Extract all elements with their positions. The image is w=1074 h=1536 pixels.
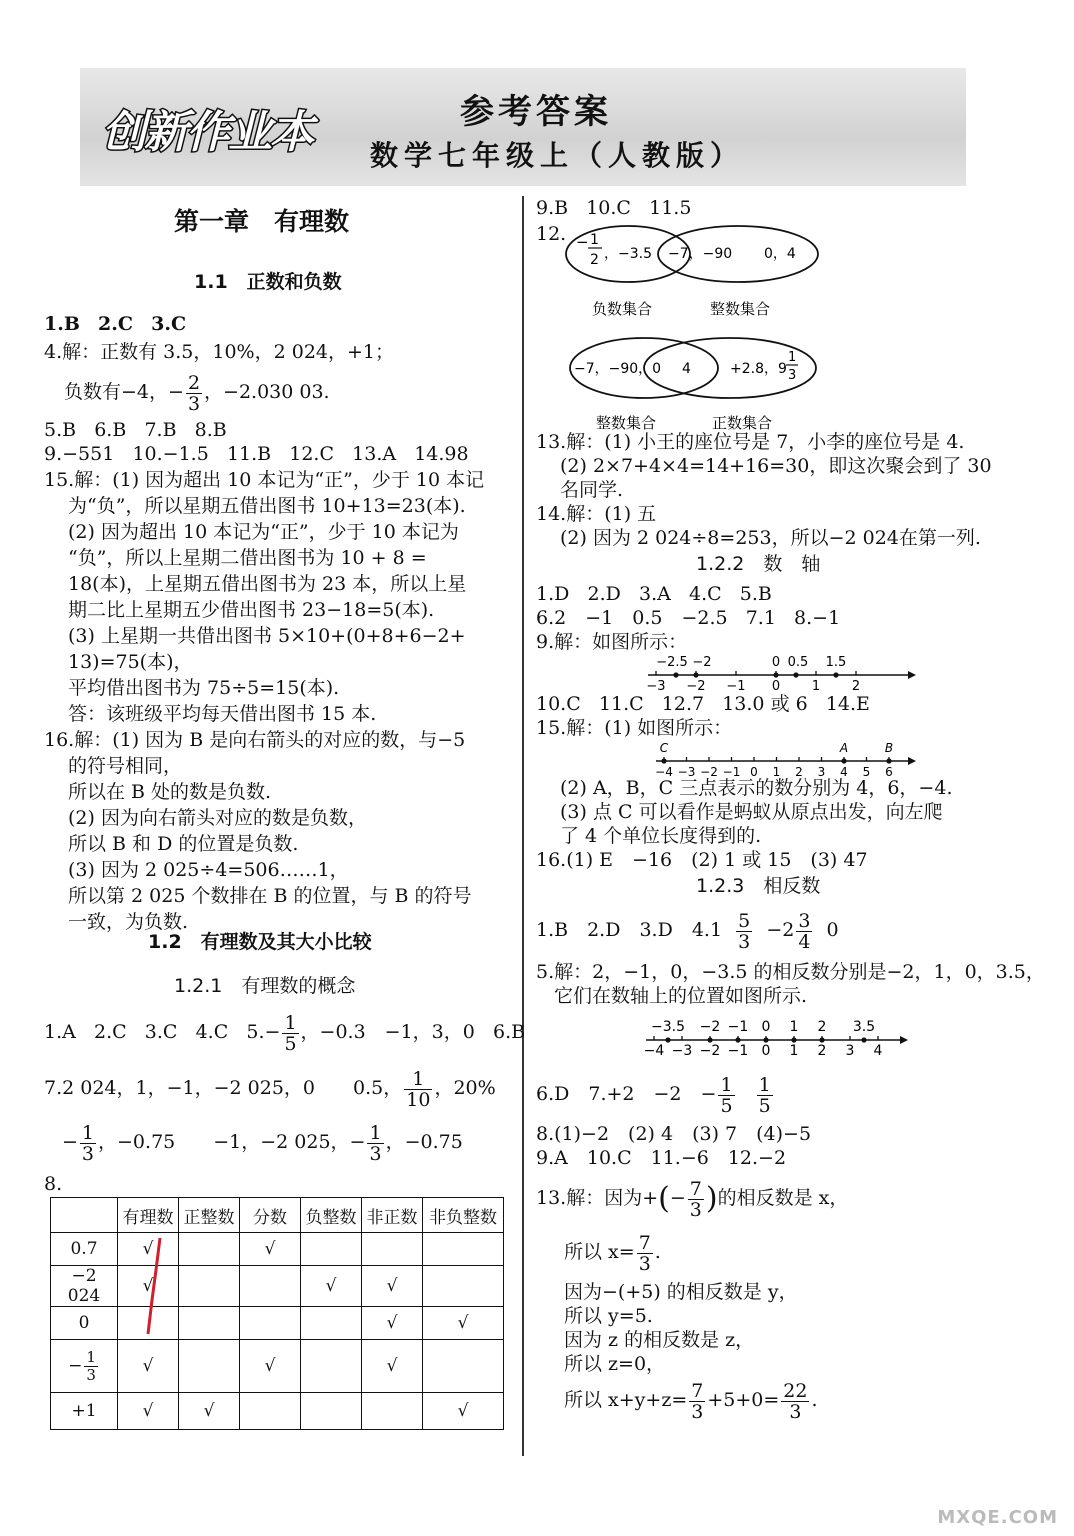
- point-label: 0: [761, 1019, 771, 1035]
- answer-line: 6.2 −1 0.5 −2.5 7.1 8.−1: [536, 607, 841, 629]
- table-cell: √: [362, 1266, 423, 1307]
- table-header-cell: 负整数: [301, 1198, 362, 1233]
- table-header-cell: 正整数: [179, 1198, 240, 1233]
- answer-line: 9.A 10.C 11.−6 12.−2: [536, 1147, 787, 1169]
- answer-line: 因为 z 的相反数是 z，: [564, 1329, 755, 1351]
- point-label: −2: [692, 655, 712, 670]
- point-marker: [819, 1037, 824, 1042]
- venn-text: 2: [590, 252, 599, 268]
- answer-line: 15.解：(1) 因为超出 10 本记为“正”，少于 10 本记: [44, 469, 485, 491]
- table-header-cell: [51, 1198, 118, 1233]
- tick-label: −4: [643, 1043, 665, 1059]
- point-label: 1: [789, 1019, 799, 1035]
- tick-label: 5: [862, 765, 871, 779]
- answer-line: 13.解：(1) 小王的座位号是 7，小李的座位号是 4.: [536, 431, 965, 453]
- point-marker: [886, 758, 891, 763]
- table-cell: √: [362, 1307, 423, 1340]
- table-cell: √: [423, 1393, 504, 1430]
- tick-label: −3: [677, 765, 696, 779]
- tick-label: 3: [817, 765, 826, 779]
- venn-text: ，−3.5: [604, 246, 652, 262]
- point-label: A: [839, 741, 849, 755]
- venn-text: 0，4: [764, 246, 796, 262]
- answer-line: 12.: [536, 223, 567, 245]
- tick-label: 4: [873, 1043, 883, 1059]
- point-label: C: [659, 741, 669, 755]
- axis-arrow: [900, 1036, 908, 1044]
- point-marker: [661, 758, 666, 763]
- table-cell: √: [179, 1393, 240, 1430]
- table-cell: [240, 1266, 301, 1307]
- answer-line: 所以 B 和 D 的位置是负数.: [68, 833, 299, 855]
- table-cell: [179, 1233, 240, 1266]
- table-cell: [301, 1233, 362, 1266]
- answer-line: 6.D 7.+2 −2 − $\frac{1}{5}$ $\frac{1}{5}$: [536, 1073, 771, 1117]
- answer-line: 1.D 2.D 3.A 4.C 5.B: [536, 583, 772, 605]
- table-cell: [179, 1340, 240, 1393]
- section-title: 1.1 正数和负数: [194, 271, 342, 293]
- watermark: MXQE.COM: [937, 1507, 1058, 1528]
- tick-label: 2: [817, 1043, 827, 1059]
- answer-line: 1.B 2.C 3.C: [44, 313, 187, 335]
- row-label: +1: [51, 1393, 118, 1430]
- answer-line: (3) 点 C 可以看作是蚂蚁从原点出发，向左爬: [560, 801, 943, 823]
- answer-line: 1.A 2.C 3.C 4.C 5.− $\frac{1}{5}$ ，−0.3 −1，3，0 6.B: [44, 1011, 526, 1055]
- subsection-title: 1.2.1 有理数的概念: [174, 975, 356, 997]
- tick-label: 2: [851, 679, 861, 694]
- venn-text: +2.8，9: [730, 361, 787, 377]
- table-cell: √: [362, 1340, 423, 1393]
- point-marker: [793, 672, 798, 677]
- venn-label: 负数集合: [592, 300, 653, 318]
- row-label: − $\frac{1}{3}$: [51, 1340, 118, 1393]
- row-label: 0.7: [51, 1233, 118, 1266]
- answer-line: 为“负”，所以星期五借出图书 10+13=23(本).: [68, 495, 466, 517]
- answer-line: (2) 因为向右箭头对应的数是负数，: [68, 807, 367, 829]
- answer-line: (2) 因为 2 024÷8=253，所以−2 024在第一列.: [560, 527, 981, 549]
- venn-diagram-1: [560, 224, 820, 324]
- red-correction-mark: [142, 1230, 172, 1340]
- table-cell: [240, 1307, 301, 1340]
- tick-label: 3: [845, 1043, 855, 1059]
- point-label: 0: [771, 655, 781, 670]
- answer-line: − $\frac{1}{3}$ ，−0.75 −1，−2 025，− $\frac{1}{3}$ ，−0.75: [62, 1121, 463, 1165]
- answer-line: 16.解：(1) 因为 B 是向右箭头的对应的数，与−5: [44, 729, 466, 751]
- venn-text: 3: [788, 368, 797, 383]
- point-marker: [707, 1037, 712, 1042]
- table-cell: √: [118, 1340, 179, 1393]
- table-row: [51, 1393, 504, 1430]
- answer-line: 7.2 024，1，−1，−2 025，0 0.5， $\frac{1}{10}$ ，20%: [44, 1067, 496, 1111]
- answer-line: 了 4 个单位长度得到的.: [560, 825, 762, 847]
- answer-line: 期二比上星期五少借出图书 23−18=5(本).: [68, 599, 435, 621]
- point-marker: [833, 672, 838, 677]
- header-banner: [80, 68, 966, 186]
- tick-label: 0: [771, 679, 781, 694]
- tick-label: 2: [795, 765, 803, 779]
- answer-line: 平均借出图书为 75÷5=15(本).: [68, 677, 340, 699]
- point-label: −2: [699, 1019, 721, 1035]
- point-marker: [841, 758, 846, 763]
- point-marker: [735, 1037, 740, 1042]
- answer-line: 8.(1)−2 (2) 4 (3) 7 (4)−5: [536, 1123, 812, 1145]
- tick-label: 6: [885, 765, 893, 779]
- answer-line: 负数有−4，− $\frac{2}{3}$ ，−2.030 03.: [64, 371, 330, 415]
- row-label: −2 024: [51, 1266, 118, 1307]
- answer-line: 1.B 2.D 3.D 4.1 $\frac{5}{3}$ −2 $\frac{3}{4}$ 0: [536, 909, 839, 953]
- point-marker: [665, 1037, 670, 1042]
- answer-line: 4.解：正数有 3.5，10%，2 024，+1；: [44, 341, 395, 363]
- answer-line: “负”，所以上星期二借出图书为 10 + 8 =: [68, 547, 427, 569]
- page-title: 参考答案: [460, 92, 612, 132]
- table-cell: √: [240, 1340, 301, 1393]
- answer-line: 名同学.: [560, 479, 624, 501]
- table-cell: [423, 1266, 504, 1307]
- answer-line: 15.解：(1) 如图所示：: [536, 717, 733, 739]
- table-cell: [423, 1340, 504, 1393]
- table-cell: [179, 1266, 240, 1307]
- answer-line: 所以 x= $\frac{7}{3}$ .: [564, 1231, 661, 1275]
- number-line-1: [646, 648, 916, 694]
- answer-line: 它们在数轴上的位置如图所示.: [554, 985, 808, 1007]
- answer-line: 的符号相同，: [68, 755, 183, 777]
- table-row: [51, 1233, 504, 1266]
- table-header-cell: 非负整数: [423, 1198, 504, 1233]
- venn-text: −: [576, 233, 589, 251]
- venn-label: 整数集合: [710, 300, 771, 318]
- tick-label: −2: [699, 1043, 721, 1059]
- answer-line: 13)=75(本)，: [68, 651, 193, 673]
- table-cell: [362, 1233, 423, 1266]
- table-cell: √: [118, 1233, 179, 1266]
- red-pen-stroke: [148, 1238, 160, 1334]
- number-line-3: [642, 1008, 910, 1066]
- table-cell: [423, 1233, 504, 1266]
- table-cell: [362, 1393, 423, 1430]
- venn-label: 正数集合: [712, 414, 773, 432]
- chapter-title: 第一章 有理数: [174, 207, 350, 236]
- tick-label: 0: [761, 1043, 771, 1059]
- venn-text: 1: [788, 350, 797, 365]
- tick-label: 1: [811, 679, 821, 694]
- table-row: [51, 1340, 504, 1393]
- tick-label: 1: [789, 1043, 799, 1059]
- axis-arrow: [908, 671, 916, 679]
- answer-line: 9.B 10.C 11.5: [536, 197, 692, 219]
- tick-label: −4: [655, 765, 673, 779]
- table-header-row: [51, 1198, 504, 1233]
- row-label: 0: [51, 1307, 118, 1340]
- subsection-title: 1.2.3 相反数: [696, 875, 821, 897]
- point-marker: [861, 1037, 866, 1042]
- point-marker: [791, 1037, 796, 1042]
- column-divider: [522, 196, 524, 1456]
- point-marker: [773, 672, 778, 677]
- number-line-2: [654, 734, 916, 780]
- answer-line: 所以 y=5.: [564, 1305, 653, 1327]
- answer-line: 14.解：(1) 五: [536, 503, 657, 525]
- point-label: 2: [817, 1019, 827, 1035]
- answer-line: 所以 x+y+z= $\frac{7}{3}$ +5+0= $\frac{22}{3}$ .: [564, 1379, 818, 1423]
- point-label: 1.5: [825, 655, 847, 670]
- table-cell: [179, 1307, 240, 1340]
- point-label: −3.5: [651, 1019, 685, 1035]
- point-label: 3.5: [852, 1019, 876, 1035]
- answer-line: 18(本)，上星期五借出图书为 23 本，所以上星: [68, 573, 467, 595]
- answer-line: 8.: [44, 1173, 63, 1195]
- tick-label: 1: [772, 765, 781, 779]
- answer-line: 5.解：2，−1，0，−3.5 的相反数分别是−2，1，0，3.5，: [536, 961, 1045, 983]
- point-label: 0.5: [787, 655, 809, 670]
- venn-text: 4: [682, 361, 691, 377]
- table-cell: √: [423, 1307, 504, 1340]
- table-header-cell: 有理数: [118, 1198, 179, 1233]
- answer-line: 10.C 11.C 12.7 13.0 或 6 14.E: [536, 693, 870, 715]
- table-header-cell: 分数: [240, 1198, 301, 1233]
- table-cell: [301, 1340, 362, 1393]
- table-cell: √: [118, 1266, 179, 1307]
- answer-line: (3) 因为 2 025÷4=506……1，: [68, 859, 349, 881]
- answer-line: 5.B 6.B 7.B 8.B: [44, 419, 227, 441]
- subsection-title: 1.2.2 数 轴: [696, 553, 821, 575]
- table-row: [51, 1266, 504, 1307]
- point-label: −1: [727, 1019, 749, 1035]
- classification-table: [50, 1197, 504, 1430]
- answer-line: 9.−551 10.−1.5 11.B 12.C 13.A 14.98: [44, 443, 469, 465]
- table-header-cell: 非正数: [362, 1198, 423, 1233]
- point-marker: [673, 672, 678, 677]
- venn-label: 整数集合: [596, 414, 657, 432]
- answer-line: (3) 上星期一共借出图书 5×10+(0+8+6−2+: [68, 625, 466, 647]
- answer-line: 因为−(+5) 的相反数是 y，: [564, 1281, 798, 1303]
- table-cell: [301, 1307, 362, 1340]
- table-row: [51, 1307, 504, 1340]
- answer-line: 所以 z=0，: [564, 1353, 666, 1375]
- tick-label: −1: [726, 679, 746, 694]
- point-label: B: [884, 741, 894, 755]
- tick-label: −2: [686, 679, 706, 694]
- answer-line: 一致，为负数.: [68, 911, 189, 933]
- table-cell: [240, 1393, 301, 1430]
- point-marker: [693, 672, 698, 677]
- answer-line: 9.解：如图所示：: [536, 631, 688, 653]
- axis-arrow: [908, 757, 916, 765]
- point-marker: [763, 1037, 768, 1042]
- table-cell: √: [301, 1266, 362, 1307]
- answer-line: 所以第 2 025 个数排在 B 的位置，与 B 的符号: [68, 885, 472, 907]
- section-title: 1.2 有理数及其大小比较: [148, 931, 372, 953]
- page-subtitle: 数学七年级上（人教版）: [370, 139, 745, 172]
- tick-label: −1: [727, 1043, 749, 1059]
- answer-line: (2) A，B，C 三点表示的数分别为 4，6，−4.: [560, 777, 953, 799]
- answer-line: 13.解：因为+(− $\frac{7}{3}$ )的相反数是 x，: [536, 1177, 849, 1221]
- answer-line: 16.(1) E −16 (2) 1 或 15 (3) 47: [536, 849, 868, 871]
- answer-line: (2) 2×7+4×4=14+16=30，即这次聚会到了 30: [560, 455, 992, 477]
- tick-label: −3: [646, 679, 666, 694]
- point-label: −2.5: [656, 655, 688, 670]
- logo: 创新作业本: [102, 107, 312, 158]
- venn-text: −7，−90: [668, 246, 733, 262]
- tick-label: −2: [700, 765, 718, 779]
- venn-text: 1: [590, 232, 599, 248]
- answer-line: 所以在 B 处的数是负数.: [68, 781, 272, 803]
- answer-line: 答：该班级平均每天借出图书 15 本.: [68, 703, 377, 725]
- venn-text: −7，−90，0: [574, 361, 662, 377]
- answer-line: (2) 因为超出 10 本记为“正”，少于 10 本记为: [68, 521, 459, 543]
- table-cell: √: [240, 1233, 301, 1266]
- table-cell: √: [118, 1393, 179, 1430]
- venn-diagram-2: [564, 336, 824, 436]
- tick-label: −3: [671, 1043, 693, 1059]
- tick-label: 0: [750, 765, 758, 779]
- tick-label: −1: [722, 765, 741, 779]
- table-cell: [301, 1393, 362, 1430]
- tick-label: 4: [840, 765, 848, 779]
